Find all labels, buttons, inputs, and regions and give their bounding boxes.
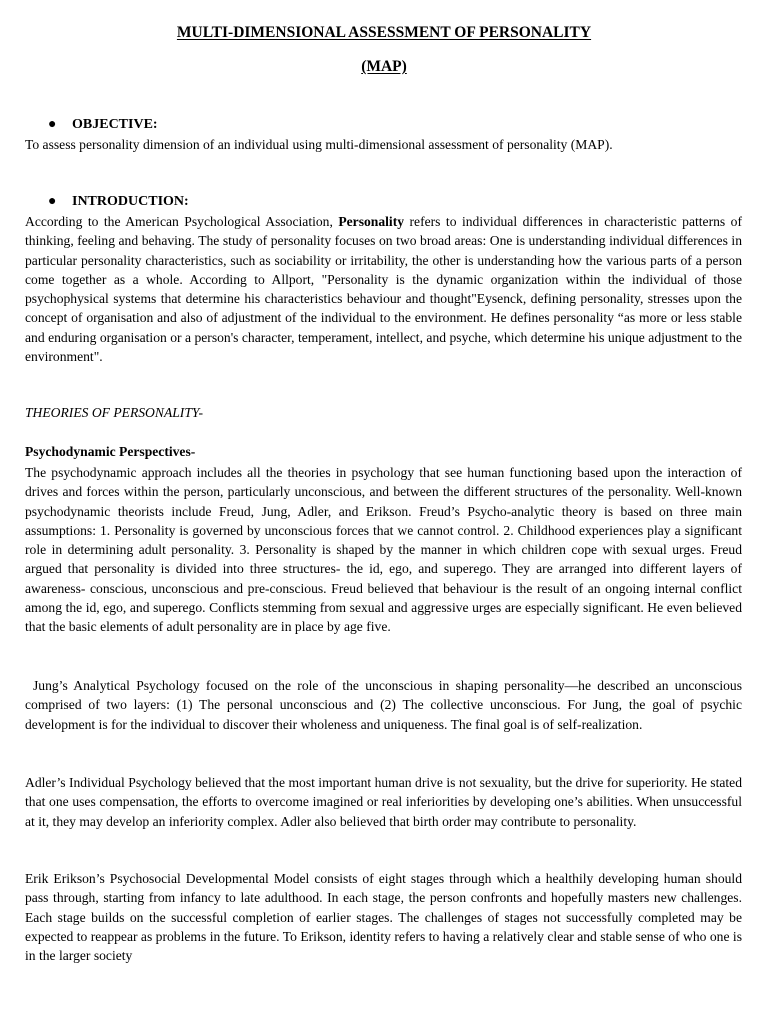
document-title: MULTI-DIMENSIONAL ASSESSMENT OF PERSONALITY <box>176 24 592 41</box>
objective-heading-label: OBJECTIVE: <box>72 117 158 132</box>
introduction-text-part1: According to the American Psychological Association, <box>25 214 339 229</box>
objective-text: To assess personality dimension of an individual using multi-dimensional assessment of personality (MAP). <box>25 137 613 152</box>
theories-heading: THEORIES OF PERSONALITY- <box>25 405 203 420</box>
introduction-bold-term: Personality <box>338 214 405 229</box>
jung-text-body: Jung’s Analytical Psychology focused on the role of the unconscious in shaping personality—he described an unconscious comprised of two layers: (1) The personal unconscious and (2) The collective unconscious. For Jung, the goal of psychic development is for the individual to discover their wholeness and uniqueness. The final goal is of self-realization. <box>25 678 742 732</box>
introduction-heading-label: INTRODUCTION: <box>72 194 189 209</box>
objective-heading <box>48 117 158 133</box>
bullet-icon: ● <box>48 194 57 209</box>
psychodynamic-heading: Psychodynamic Perspectives- <box>25 444 196 459</box>
introduction-heading <box>48 194 189 210</box>
introduction-text-part2: refers to individual differences in characteristic patterns of thinking, feeling and behaving. The study of personality focuses on two broad areas: One is understanding individual differences in particular personality characteristics, such as sociability or irritability, the other is understanding how the various parts of a person come together as a whole. According to Allport, "Personality is the dynamic organization within the individual of those psychophysical systems that determine his characteristics behaviour and thought"Eysenck, defining personality, stresses upon the concept of organisation and also of adjustment of the individual to the environment. He defines personality “as more or less stable and enduring organisation or a person's character, temperament, intellect, and psyche, which determine his unique adjustment to the environment". <box>25 214 742 365</box>
psychodynamic-text: The psychodynamic approach includes all the theories in psychology that see human functioning based upon the interaction of drives and forces within the person, particularly unconscious, and between the different structures of the personality. Well-known psychodynamic theorists include Freud, Jung, Adler, and Erikson. Freud’s Psycho-analytic theory is based on three main assumptions: 1. Personality is governed by unconscious forces that we cannot control. 2. Childhood experiences play a significant role in determining adult personality. 3. Personality is shaped by the manner in which children cope with sexual urges. Freud argued that personality is divided into three structures- the id, ego, and superego. They are arranged into different layers of awareness- conscious, unconscious and pre-conscious. Freud believed that behaviour is the result of an ongoing internal conflict among the id, ego, and superego. Conflicts stemming from sexual and aggressive urges are especially significant. He even believed that the basic elements of adult personality are in place by age five. <box>25 465 742 635</box>
bullet-icon: ● <box>48 117 57 132</box>
document-title-abbreviation: (MAP) <box>361 58 407 75</box>
adler-text: Adler’s Individual Psychology believed that the most important human drive is not sexuality, but the drive for superiority. He stated that one uses compensation, the efforts to overcome imagined or real inferiorities by developing one’s abilities. When unsuccessful at it, they may develop an inferiority complex. Adler also believed that birth order may contribute to personality. <box>25 775 742 829</box>
erikson-text: Erik Erikson’s Psychosocial Developmental Model consists of eight stages through which a healthily developing human should pass through, starting from infancy to late adulthood. In each stage, the person confronts and hopefully masters new challenges. Each stage builds on the successful completion of earlier stages. The challenges of stages not successfully completed may be expected to reappear as problems in the future. To Erikson, identity refers to having a relatively clear and stable sense of who one is in the larger society <box>25 871 742 964</box>
jung-text <box>25 676 742 734</box>
introduction-text <box>25 212 742 366</box>
